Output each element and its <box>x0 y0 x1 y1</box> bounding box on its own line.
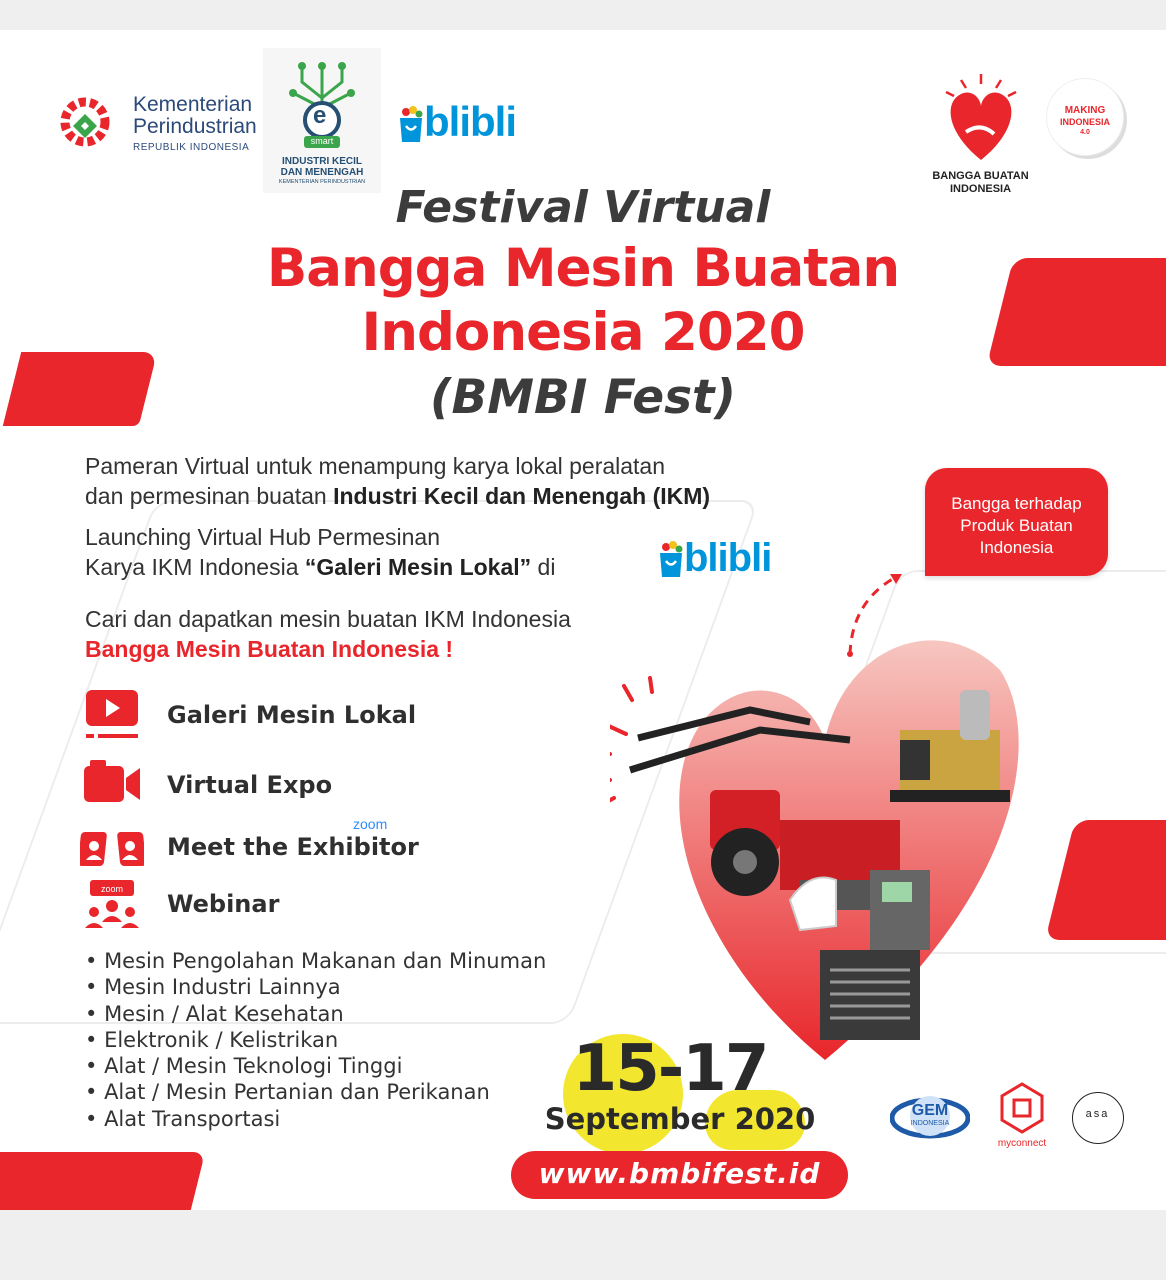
gem-text: GEM <box>911 1102 949 1119</box>
title-bangga-mesin-buatan: Bangga Mesin Buatan <box>266 238 900 299</box>
kemenperin-name-line1: Kementerian <box>133 93 253 116</box>
event-month: September 2020 <box>544 1102 816 1136</box>
callout-bubble <box>925 468 1108 576</box>
decorative-red-shape <box>0 1152 205 1210</box>
intro-p1-bold: Industri Kecil dan Menengah (IKM) <box>333 483 711 509</box>
intro-paragraph-1-line2 <box>85 481 710 511</box>
feature-virtual-expo: Virtual Expo <box>167 771 333 799</box>
callout-line2: Produk Buatan <box>960 516 1073 535</box>
category-list <box>85 948 546 1132</box>
bbi-text-line1: BANGGA BUATAN <box>932 170 1029 182</box>
zoom-badge-text: zoom <box>100 884 124 894</box>
title-festival-virtual: Festival Virtual <box>395 182 771 233</box>
title-indonesia-2020: Indonesia 2020 <box>361 302 805 363</box>
video-play-icon <box>80 688 144 744</box>
kemenperin-logo <box>55 88 285 158</box>
dashed-arrow-icon <box>842 570 912 660</box>
intro-paragraph-2-line2 <box>85 552 555 582</box>
burst-lines-icon <box>610 678 652 808</box>
intro-paragraph-2-line1: Launching Virtual Hub Permesinan <box>85 524 441 550</box>
feature-galeri-mesin-lokal: Galeri Mesin Lokal <box>167 701 417 729</box>
blibli-wordmark: blibli <box>684 536 772 580</box>
esmart-badge: smart <box>310 136 334 146</box>
website-pill[interactable] <box>511 1151 848 1199</box>
heart-machine-illustration <box>610 630 1040 1080</box>
intro-p2-post: di <box>531 554 556 580</box>
intro-paragraph-3-line2: Bangga Mesin Buatan Indonesia ! <box>85 636 454 662</box>
category-item: • Alat / Mesin Pertanian dan Perikanan <box>85 1079 546 1105</box>
kemenperin-subtitle: REPUBLIK INDONESIA <box>133 142 250 153</box>
intro-p1-pre: dan permesinan buatan <box>85 483 334 509</box>
making-line1: MAKING <box>1064 105 1106 116</box>
intro-paragraph-1-line1: Pameran Virtual untuk menampung karya lokal peralatan <box>85 453 666 479</box>
feature-meet-the-exhibitor: Meet the Exhibitor <box>167 833 419 861</box>
feature-webinar: Webinar <box>167 890 280 918</box>
event-days: 15-17 <box>572 1032 768 1106</box>
myconnect-hexagon-icon <box>994 1080 1050 1136</box>
making-indonesia-logo <box>1046 78 1124 156</box>
esmart-letter: e <box>313 102 327 129</box>
zoom-webinar-icon <box>80 878 144 934</box>
myconnect-text: myconnect <box>997 1138 1047 1149</box>
kemenperin-name-line2: Perindustrian <box>133 115 257 138</box>
poster <box>0 30 1166 1210</box>
callout-line1: Bangga terhadap <box>951 494 1082 513</box>
making-line2: INDONESIA <box>1059 117 1110 127</box>
red-heart-logo-icon <box>936 72 1026 168</box>
category-item: • Mesin Industri Lainnya <box>85 974 546 1000</box>
shopping-bag-icon <box>658 541 684 579</box>
myconnect-logo <box>990 1080 1054 1152</box>
title-bmbi-fest: (BMBI Fest) <box>429 370 736 425</box>
category-item: • Elektronik / Kelistrikan <box>85 1027 546 1053</box>
intro-p2-bold: “Galeri Mesin Lokal” <box>304 554 532 580</box>
gear-logo-icon <box>55 92 115 152</box>
intro-paragraph-3-line1: Cari dan dapatkan mesin buatan IKM Indonesia <box>85 606 571 632</box>
blibli-wordmark: blibli <box>424 98 516 145</box>
category-item: • Alat / Mesin Teknologi Tinggi <box>85 1053 546 1079</box>
category-item: • Mesin Pengolahan Makanan dan Minuman <box>85 948 546 974</box>
blibli-logo-inline <box>658 535 788 583</box>
zoom-tag: zoom <box>353 816 388 832</box>
category-item: • Mesin / Alat Kesehatan <box>85 1001 546 1027</box>
gem-subtext: INDONESIA <box>910 1120 950 1127</box>
esmart-ikm-logo <box>263 48 381 193</box>
esmart-line1: INDUSTRI KECIL <box>282 156 362 167</box>
asa-logo <box>1072 1092 1124 1144</box>
esmart-line3: KEMENTERIAN PERINDUSTRIAN <box>278 179 366 185</box>
category-item: • Alat Transportasi <box>85 1106 546 1132</box>
blibli-logo <box>398 100 538 148</box>
making-line3: 4.0 <box>1080 129 1090 136</box>
gem-indonesia-logo <box>890 1088 970 1144</box>
shopping-bag-icon <box>398 106 424 144</box>
esmart-line2: DAN MENENGAH <box>280 167 364 178</box>
callout-line3: Indonesia <box>979 538 1054 557</box>
meeting-people-icon <box>80 824 144 880</box>
asa-text: asa <box>1085 1108 1110 1120</box>
intro-p2-pre: Karya IKM Indonesia <box>85 554 305 580</box>
bbi-text-line2: INDONESIA <box>949 183 1012 195</box>
website-url[interactable]: www.bmbifest.id <box>538 1157 821 1190</box>
video-camera-icon <box>80 756 144 812</box>
